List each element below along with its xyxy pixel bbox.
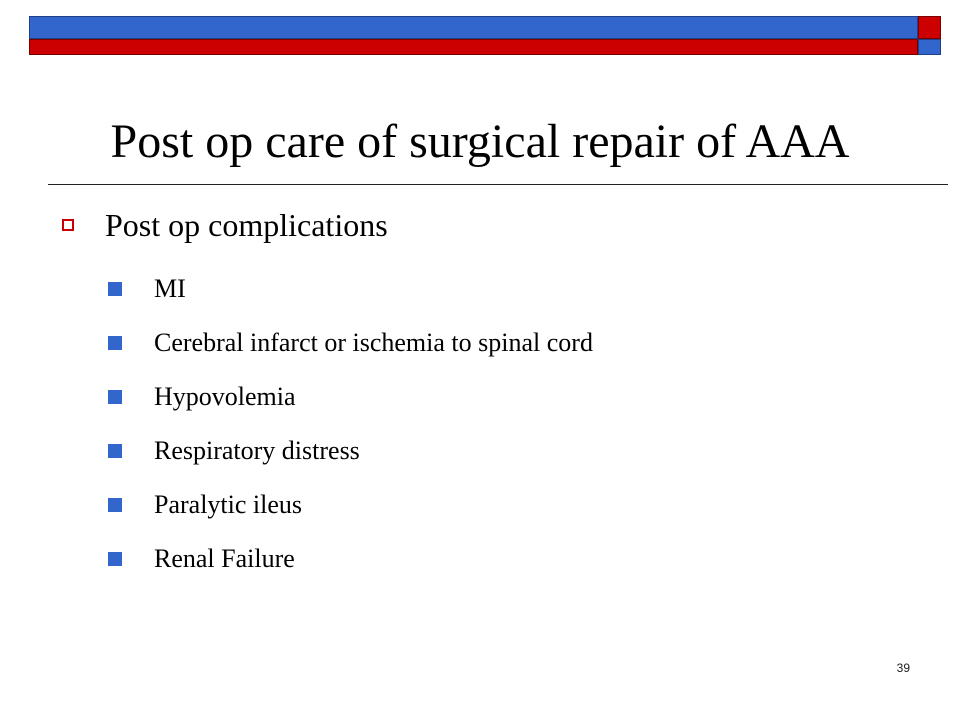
header-bar-blue: [29, 16, 918, 39]
sub-bullet-text: Hypovolemia: [154, 382, 296, 411]
sub-bullet-text: Paralytic ileus: [154, 490, 303, 519]
main-bullet: [62, 202, 388, 248]
sub-bullet-text: Renal Failure: [154, 544, 295, 573]
sub-bullet-item: [108, 370, 593, 424]
header-square-red: [918, 16, 941, 39]
sub-bullet-item: [108, 262, 593, 316]
page-number: 39: [896, 661, 910, 675]
sub-bullet-text: Respiratory distress: [154, 436, 360, 465]
hollow-square-icon: [62, 219, 74, 231]
filled-square-icon: [108, 282, 122, 296]
sub-bullet-text: MI: [154, 274, 186, 303]
slide-title: Post op care of surgical repair of AAA: [110, 115, 850, 168]
sub-bullet-list: [108, 262, 593, 586]
sub-bullet-text: Cerebral infarct or ischemia to spinal cord: [154, 328, 593, 357]
main-bullet-text: Post op complications: [105, 206, 388, 243]
sub-bullet-item: [108, 532, 593, 586]
filled-square-icon: [108, 390, 122, 404]
sub-bullet-item: [108, 424, 593, 478]
filled-square-icon: [108, 336, 122, 350]
filled-square-icon: [108, 444, 122, 458]
sub-bullet-item: [108, 478, 593, 532]
title-divider: [48, 184, 948, 185]
filled-square-icon: [108, 498, 122, 512]
filled-square-icon: [108, 552, 122, 566]
sub-bullet-item: [108, 316, 593, 370]
header-square-blue: [918, 39, 941, 55]
header-bar-red: [29, 39, 918, 55]
